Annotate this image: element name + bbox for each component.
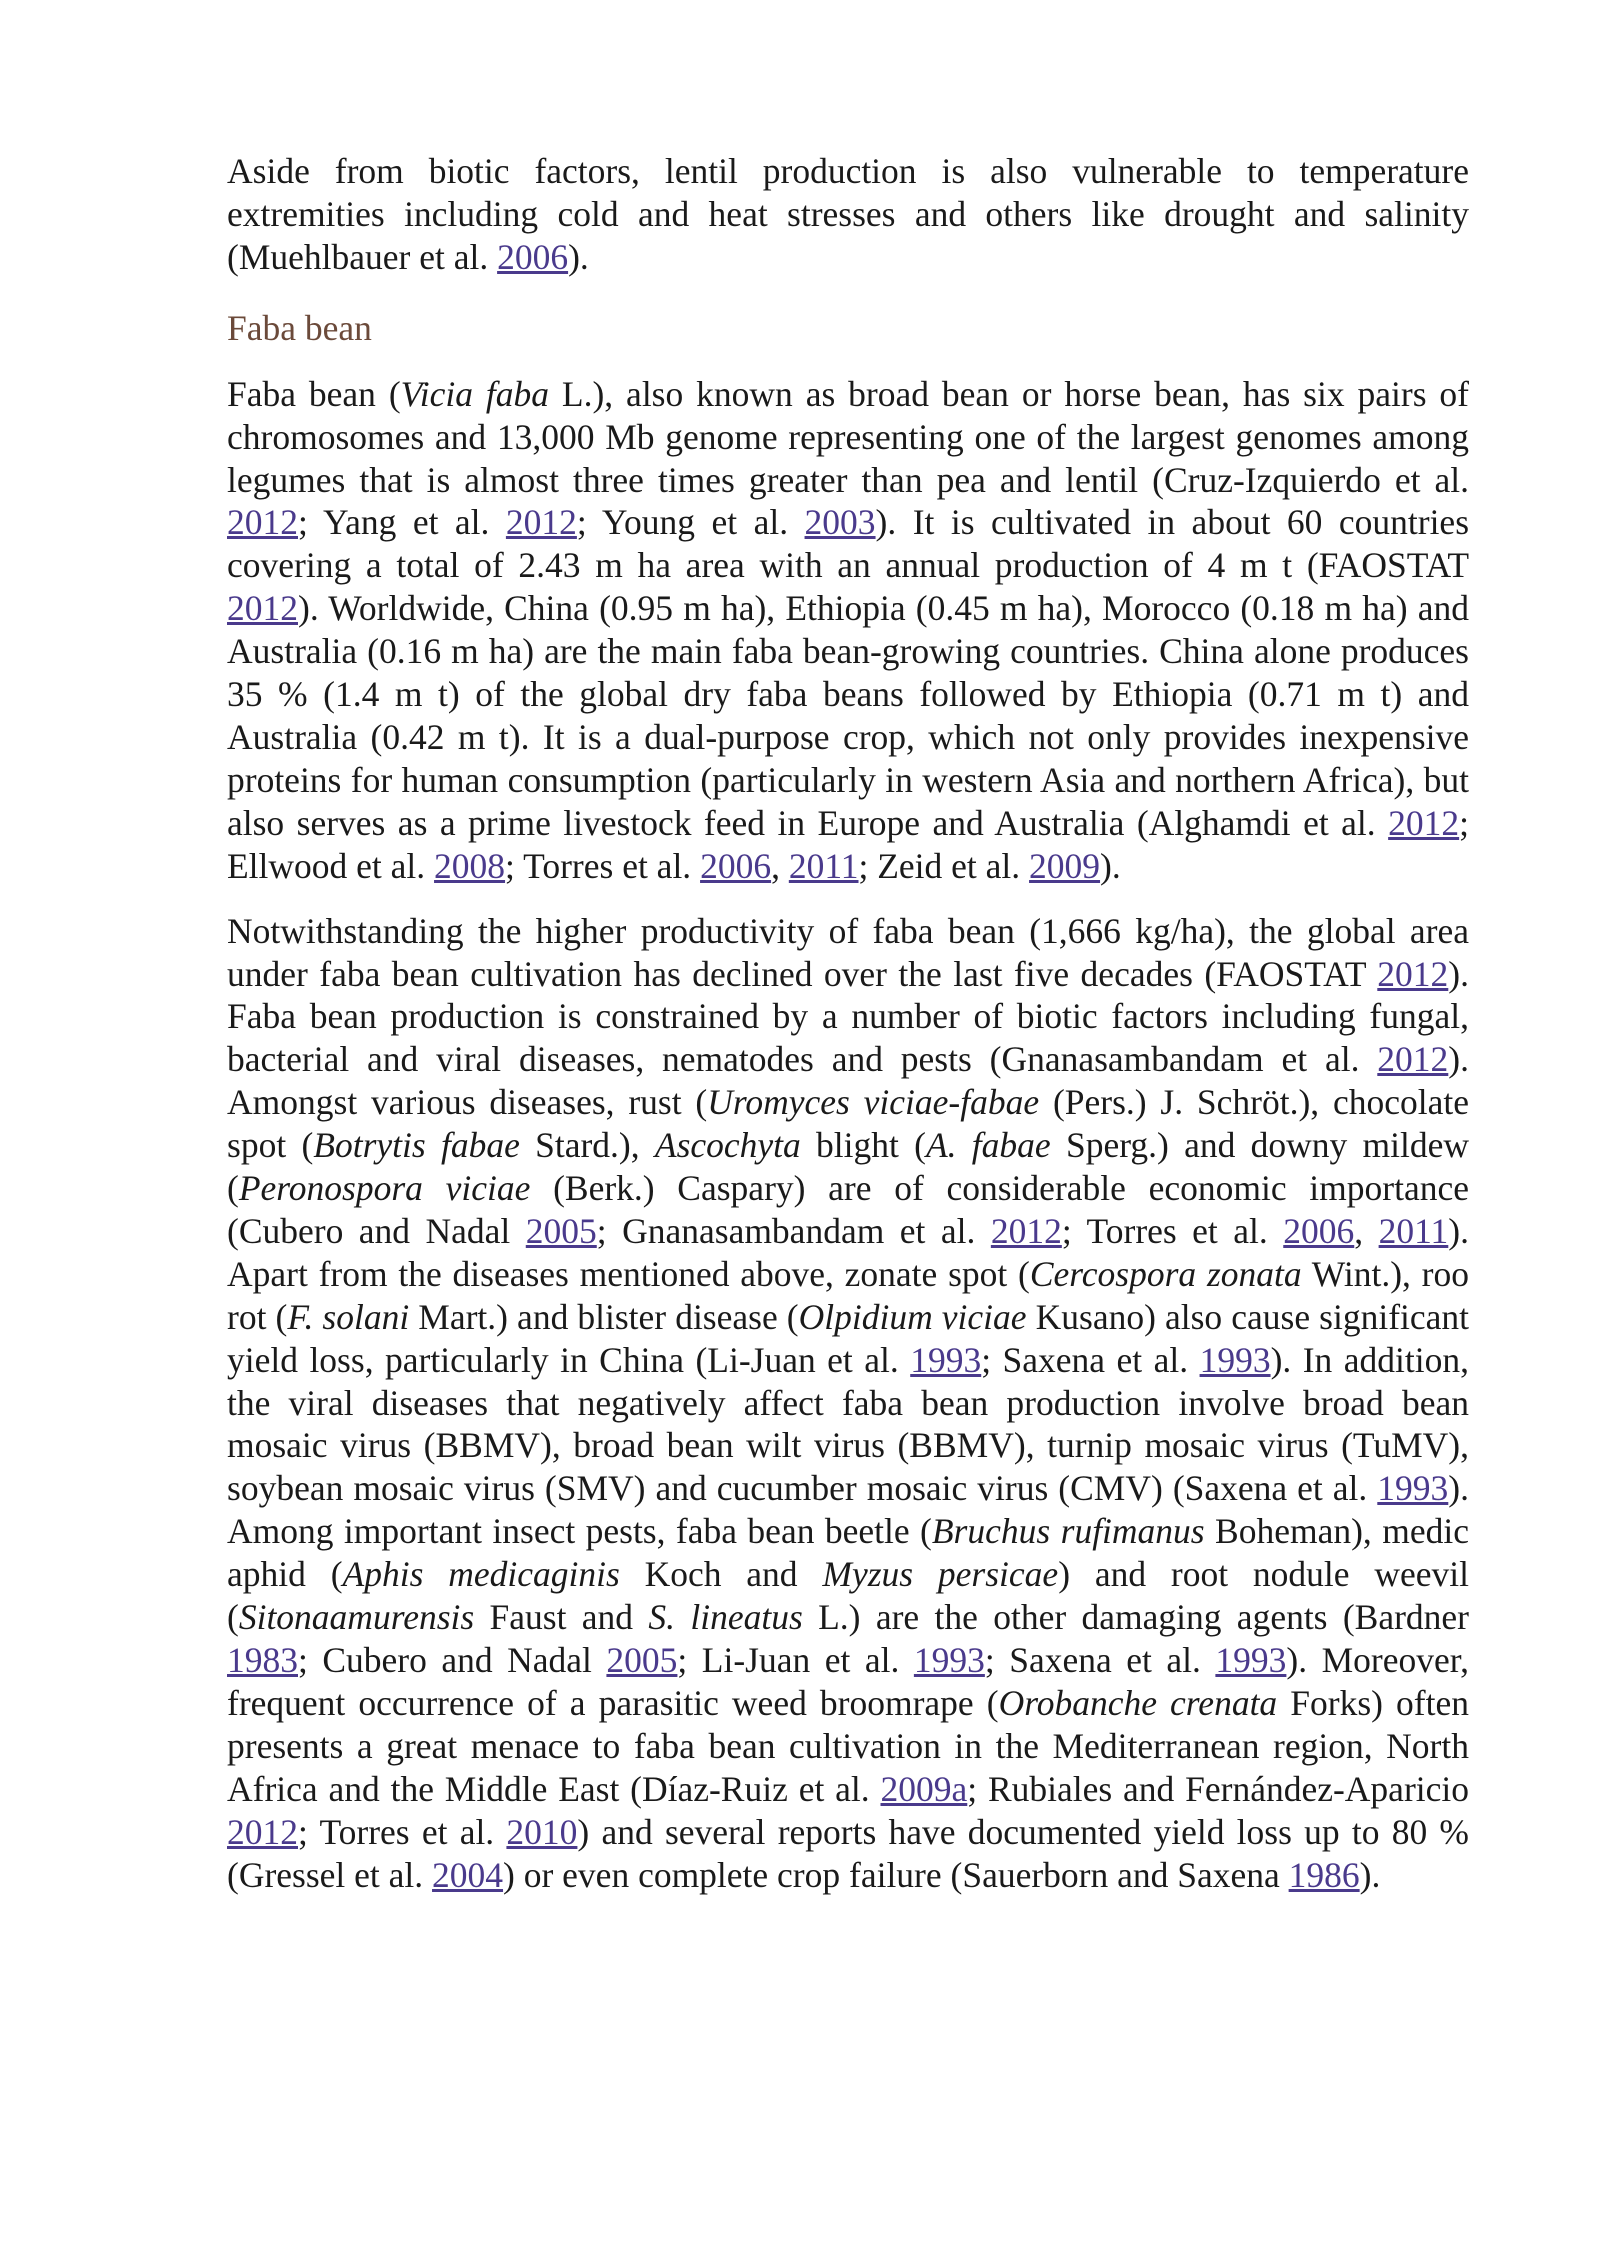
text-span: Faust and <box>474 1597 649 1638</box>
species-name: Uromyces viciae-fabae <box>707 1082 1040 1123</box>
citation-link[interactable]: 2005 <box>606 1640 678 1680</box>
citation-link[interactable]: 2012 <box>227 1811 298 1852</box>
text-span: ). In addition, the viral diseases that negatively affect faba bean production involve broad bean mosaic virus (BBMV), broad bean wilt virus (BBMV), turnip mosaic virus (TuMV), soybean mosaic virus (SMV) and cucumber mosaic virus (CMV) (Saxena et al. <box>227 1339 1469 1509</box>
species-name: Vicia faba <box>400 373 549 414</box>
text-span: blight ( <box>800 1125 926 1166</box>
text-span: ). Apart from the diseases mentioned above, zonate spot ( <box>227 1210 1469 1294</box>
text-span: (Pers.) J. Schröt.), chocolate spot ( <box>227 1082 1470 1166</box>
text-span: ; Torres et al. <box>1061 1210 1284 1251</box>
text-span: ). It is cultivated in about 60 countries covering a total of 2.43 m ha area with an annual production of 4 m t (FAOSTAT <box>227 502 1470 586</box>
text-span: Forks) often presents a great menace to faba bean cultivation in the Mediterranean region, North Africa and the Middle East (Díaz-Ruiz et al. <box>227 1682 1469 1809</box>
citation-link[interactable]: 2012 <box>1377 953 1449 994</box>
citation-link[interactable]: 2011 <box>788 845 859 886</box>
text-span: ). <box>568 236 589 277</box>
section-heading: Faba bean <box>227 307 372 348</box>
species-name: Botrytis fabae <box>313 1125 520 1166</box>
text-span: Boheman), medic aphid ( <box>227 1511 1469 1595</box>
citation-link[interactable]: 2012 <box>1377 1039 1449 1080</box>
text-span: ; Ellwood et al. <box>227 802 1469 886</box>
text-span: ). <box>1100 845 1121 886</box>
citation-link[interactable]: 2006 <box>700 845 772 886</box>
species-name: F. solani <box>287 1296 410 1337</box>
citation-link[interactable]: 2012 <box>990 1210 1062 1251</box>
text-span: L.) are the other damaging agents (Bardner <box>802 1597 1469 1638</box>
text-span: ) and root nodule weevil ( <box>227 1554 1469 1638</box>
citation-link[interactable]: 2011 <box>1378 1210 1449 1251</box>
text-span: ). Amongst various diseases, rust ( <box>227 1039 1469 1123</box>
text-span: ; Yang et al. <box>298 502 506 543</box>
citation-link[interactable]: 1993 <box>1199 1339 1271 1380</box>
citation-link[interactable]: 2010 <box>506 1811 578 1852</box>
citation-link[interactable]: 2008 <box>434 845 506 886</box>
document-page <box>227 150 1469 1896</box>
text-span: ; Torres et al. <box>298 1811 507 1852</box>
citation-link[interactable]: 2009 <box>1029 845 1101 886</box>
citation-link[interactable]: 1993 <box>913 1640 985 1680</box>
text-span: Stard.), <box>519 1125 655 1166</box>
species-name: Olpidium viciae <box>798 1296 1027 1337</box>
text-span: (Berk.) Caspary) are of considerable economic importance (Cubero and Nadal <box>227 1168 1469 1251</box>
species-name: Aphis medicaginis <box>342 1554 620 1595</box>
text-span: ; Zeid et al. <box>858 845 1030 886</box>
species-name: A. fabae <box>925 1125 1051 1166</box>
citation-link[interactable]: 1993 <box>1215 1640 1287 1680</box>
text-span: Mart.) and blister disease ( <box>409 1296 799 1337</box>
text-span: ). Moreover, frequent occurrence of a parasitic weed broomrape ( <box>227 1640 1470 1723</box>
text-span: , <box>771 845 789 886</box>
text-span: ; Gnanasambandam et al. <box>596 1210 991 1251</box>
text-span: ; Rubiales and Fernández-Aparicio <box>967 1768 1469 1809</box>
citation-link[interactable]: 2012 <box>227 502 298 543</box>
text-span: ). <box>1359 1854 1381 1895</box>
citation-link[interactable]: 1986 <box>1288 1854 1360 1895</box>
citation-link[interactable]: 1983 <box>227 1640 298 1680</box>
text-span: ) or even complete crop failure (Sauerborn and Saxena <box>503 1854 1289 1895</box>
citation-link[interactable]: 2005 <box>525 1210 597 1251</box>
citation-link[interactable]: 1993 <box>1377 1468 1449 1509</box>
text-span: ). Worldwide, China (0.95 m ha), Ethiopia (0.45 m ha), Morocco (0.18 m ha) and Australia (0.16 m ha) are the main faba bean-growing countries. China alone produces 35 % (1.4 m t) of the global dry faba beans followed by Ethiopia (0.71 m t) and Australia (0.42 m t). It is a dual-purpose crop, which not only provides inexpensive proteins for human consumption (particularly in western Asia and northern Africa), but also serves as a prime livestock feed in Europe and Australia (Alghamdi et al. <box>227 588 1469 843</box>
citation-link[interactable]: 2006 <box>1283 1210 1355 1251</box>
text-span: Sperg.) and downy mildew ( <box>227 1125 1470 1209</box>
species-name: Myzus persicae <box>822 1554 1059 1595</box>
species-name: Orobanche crenata <box>998 1682 1278 1723</box>
citation-link[interactable]: 2004 <box>432 1854 504 1895</box>
text-span: , <box>1354 1210 1379 1251</box>
species-name: Sitonaamurensis <box>238 1597 475 1638</box>
paragraph-faba-bean-intro <box>227 373 1469 888</box>
citation-link[interactable]: 1993 <box>910 1339 982 1380</box>
text-span: Notwithstanding the higher productivity of faba bean (1,666 kg/ha), the global area under faba bean cultivation has declined over the last five decades (FAOSTAT <box>227 910 1469 994</box>
species-name: Cercospora zonata <box>1029 1253 1302 1294</box>
text-span: ) and several reports have documented yield loss up to 80 % (Gressel et al. <box>227 1811 1469 1895</box>
citation-link[interactable]: 2012 <box>505 502 577 543</box>
text-span: ; Li-Juan et al. <box>677 1640 914 1680</box>
citation-link[interactable]: 2012 <box>1388 802 1460 843</box>
text-span: Wint.), roo rot ( <box>227 1253 1470 1337</box>
text-span: ; Young et al. <box>576 502 805 543</box>
species-name: Bruchus rufimanus <box>931 1511 1205 1552</box>
species-name: Ascochyta <box>654 1125 801 1166</box>
species-name: Peronospora viciae <box>238 1168 531 1209</box>
citation-link[interactable]: 2006 <box>497 236 569 277</box>
text-span: Kusano) also cause significant yield loss, particularly in China (Li-Juan et al. <box>227 1296 1470 1380</box>
paragraph-lentil-stresses <box>227 150 1469 279</box>
citation-link[interactable]: 2003 <box>804 502 876 543</box>
citation-link[interactable]: 2009a <box>880 1768 968 1809</box>
text-span: Faba bean ( <box>227 373 401 414</box>
text-span: ; Saxena et al. <box>981 1339 1200 1380</box>
text-span: L.), also known as broad bean or horse bean, has six pairs of chromosomes and 13,000 Mb genome representing one of the largest genomes among legumes that is almost three times greater than pea and lentil (Cruz-Izquierdo et al. <box>227 373 1469 500</box>
citation-link[interactable]: 2012 <box>227 588 298 629</box>
text-span: Aside from biotic factors, lentil production is also vulnerable to temperature extremities including cold and heat stresses and others like drought and salinity (Muehlbauer et al. <box>227 151 1469 277</box>
text-span: ; Saxena et al. <box>984 1640 1216 1680</box>
species-name: S. lineatus <box>648 1597 803 1638</box>
text-span: ). Faba bean production is constrained by a number of biotic factors including fungal, bacterial and viral diseases, nematodes and pests (Gnanasambandam et al. <box>227 953 1469 1080</box>
text-span: Koch and <box>619 1554 823 1595</box>
text-span: ). Among important insect pests, faba bean beetle ( <box>227 1468 1469 1552</box>
text-span: ; Torres et al. <box>505 845 701 886</box>
paragraph-faba-bean-constraints <box>227 910 1469 1897</box>
text-span: ; Cubero and Nadal <box>298 1640 607 1680</box>
